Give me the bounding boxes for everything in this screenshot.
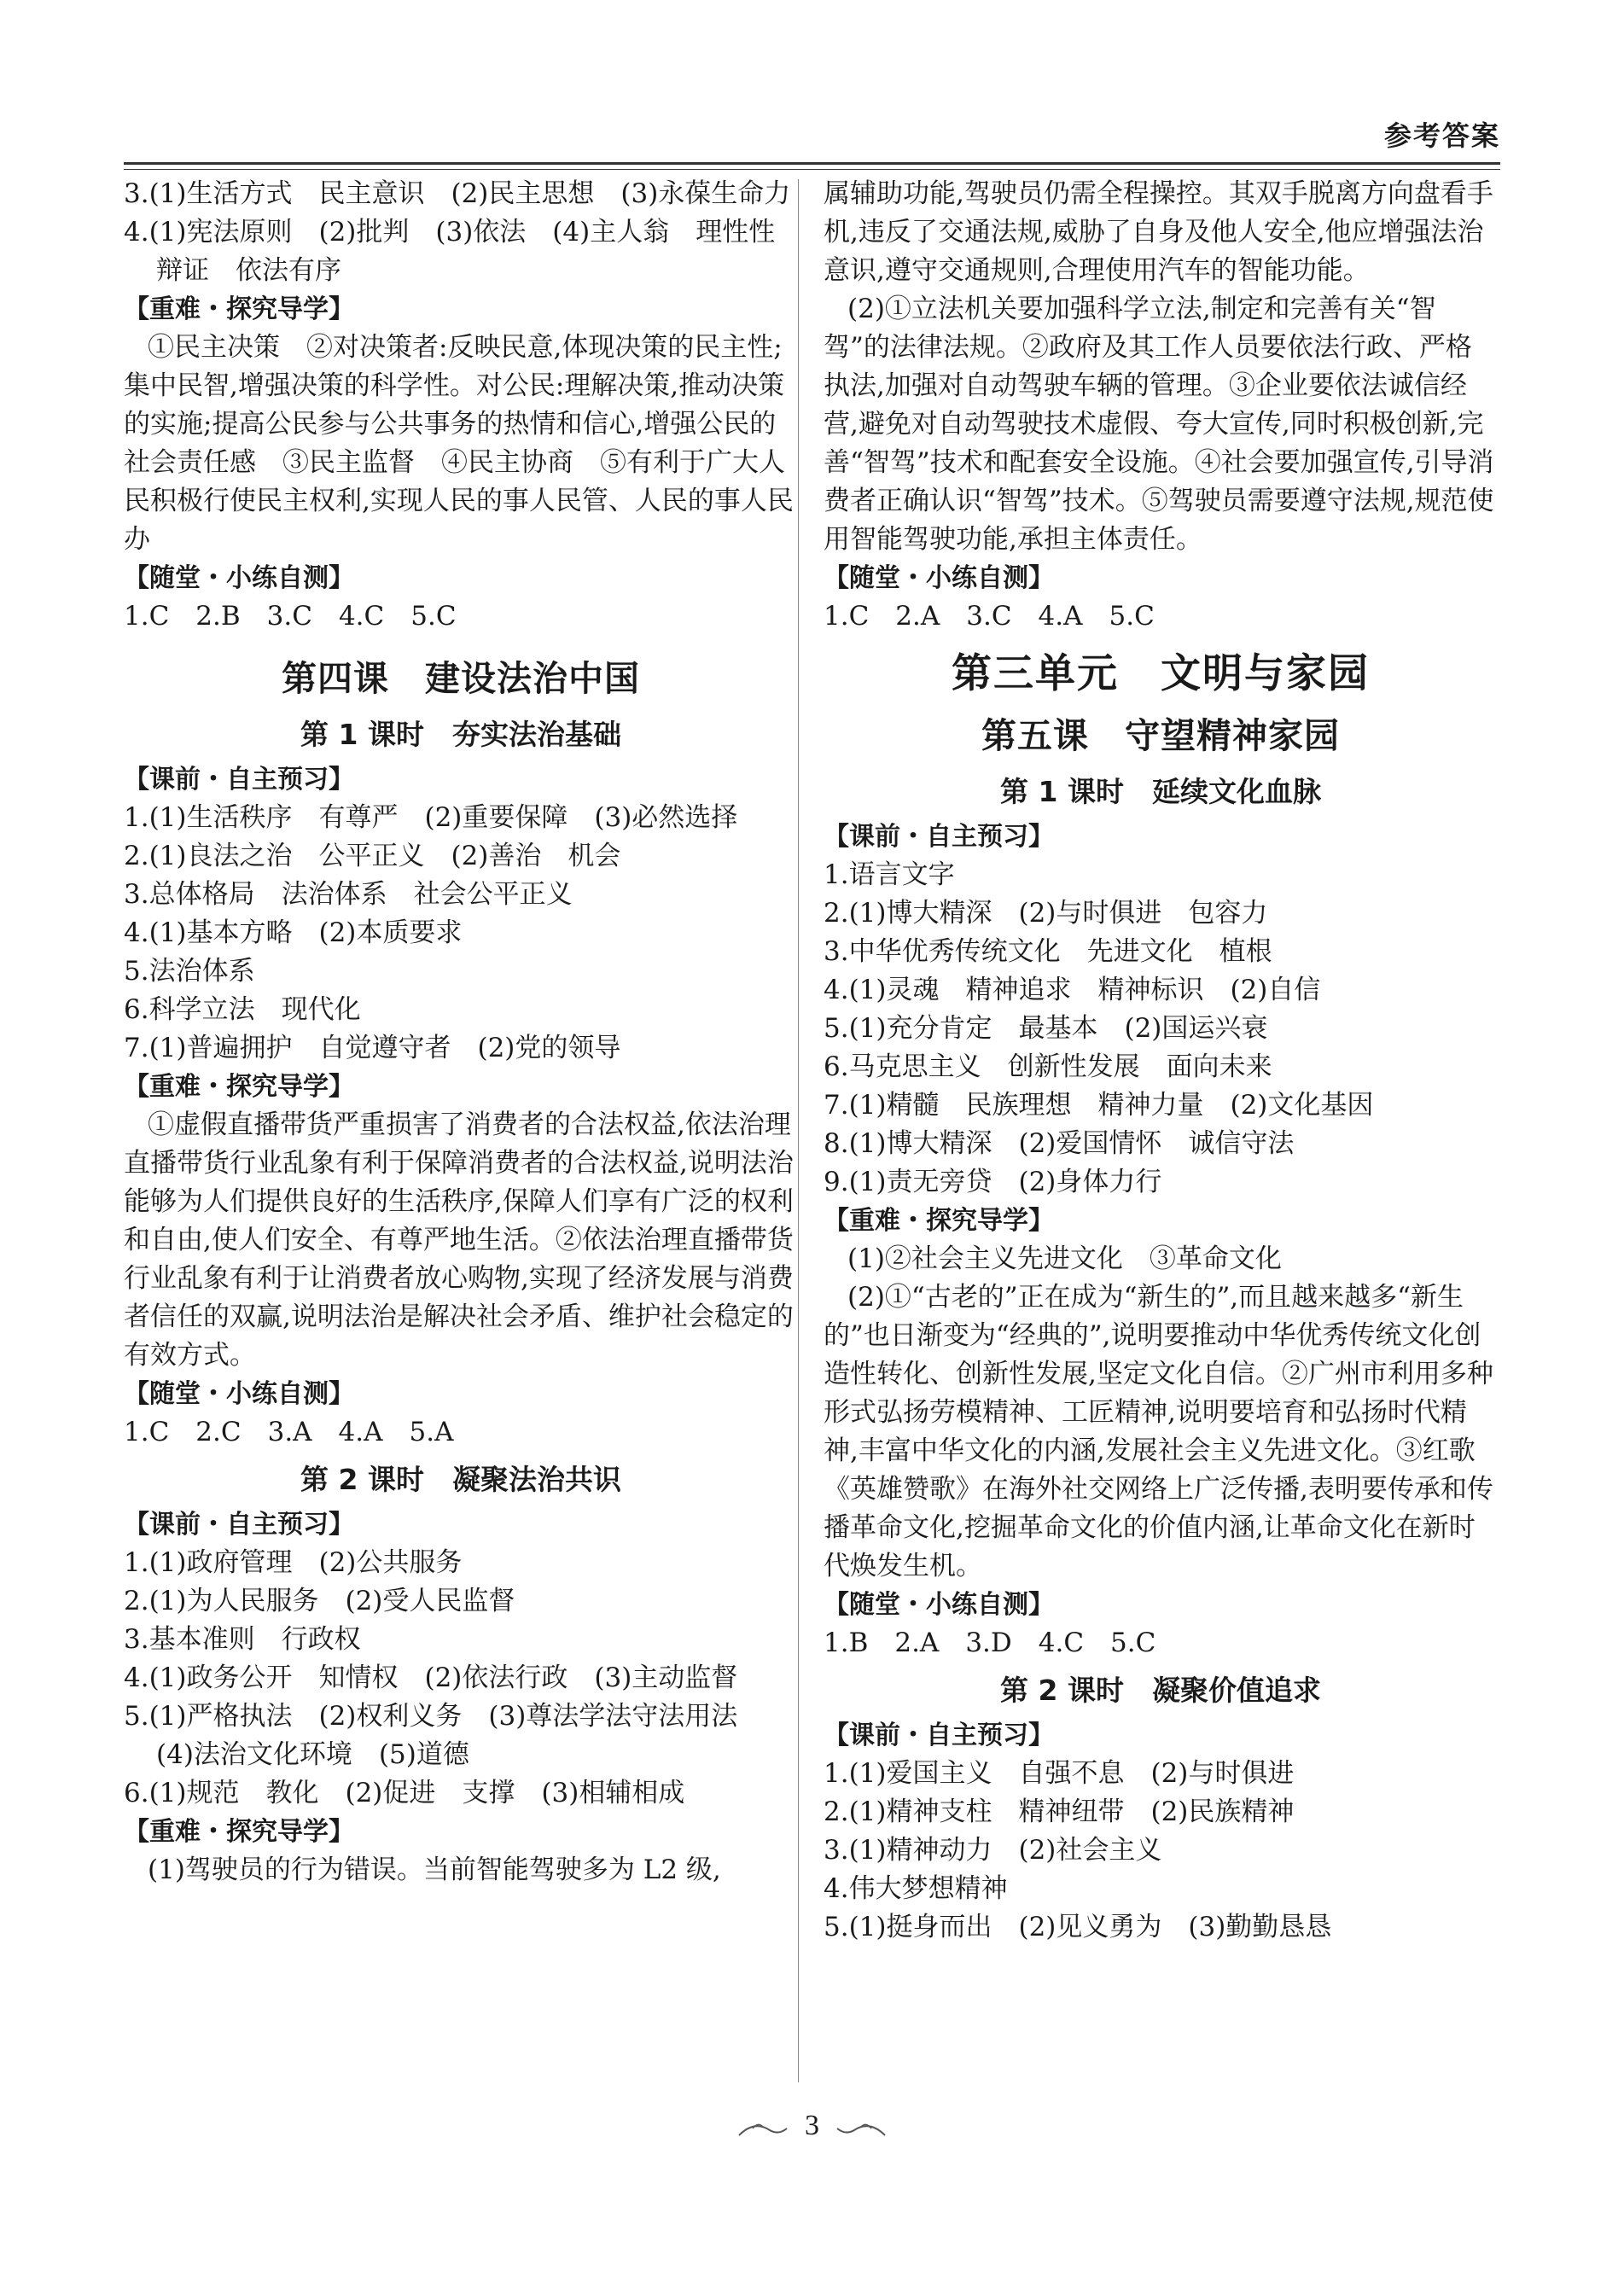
answer-item: 5.(1)严格执法 (2)权利义务 (3)尊法学法守法用法 (4)法治文化环境 (5)道德: [124, 1701, 765, 1770]
page-footer: [0, 2110, 1624, 2152]
answer-item: 1.(1)生活秩序 有尊严 (2)重要保障 (3)必然选择: [124, 802, 738, 833]
answer-item: 1.(1)政府管理 (2)公共服务: [124, 1547, 463, 1578]
explore-answer: (1)驾驶员的行为错误。当前智能驾驶多为 L2 级,: [148, 1855, 721, 1885]
section-tag-explore: 【重难・探究导学】: [124, 1072, 354, 1102]
answer-item: 2.(1)博大精深 (2)与时俱进 包容力: [824, 898, 1268, 929]
period-title: 第 1 课时 延续文化血脉: [1000, 775, 1321, 808]
unit-title: 第三单元 文明与家园: [952, 650, 1370, 697]
right-column: [824, 175, 1498, 1947]
answer-item: 5.(1)挺身而出 (2)见义勇为 (3)勤勤恳恳: [824, 1912, 1332, 1942]
section-tag-test: 【随堂・小练自测】: [124, 563, 354, 593]
column-divider: [798, 179, 799, 2082]
test-answers: 1.B 2.A 3.D 4.C 5.C: [824, 1628, 1156, 1658]
section-tag-preview: 【课前・自主预习】: [824, 1721, 1054, 1750]
lesson-title: 第四课 建设法治中国: [282, 658, 640, 699]
answer-item: 7.(1)普遍拥护 自觉遵守者 (2)党的领导: [124, 1033, 621, 1063]
section-tag-test: 【随堂・小练自测】: [824, 563, 1054, 593]
answer-item: 4.(1)灵魂 精神追求 精神标识 (2)自信: [824, 975, 1321, 1005]
answer-item: 3.(1)生活方式 民主意识 (2)民主思想 (3)永葆生命力: [124, 178, 791, 209]
answer-item: 4.(1)宪法原则 (2)批判 (3)依法 (4)主人翁 理性性 辩证 依法有序: [124, 217, 802, 286]
section-tag-test: 【随堂・小练自测】: [124, 1379, 354, 1409]
explore-answer-continued: 属辅助功能,驾驶员仍需全程操控。其双手脱离方向盘看手机,违反了交通法规,威胁了自身及他人安全,他应增强法治意识,遵守交通规则,合理使用汽车的智能功能。: [824, 178, 1493, 286]
answer-item: 3.总体格局 法治体系 社会公平正义: [124, 879, 573, 910]
answer-item: 6.(1)规范 教化 (2)促进 支撑 (3)相辅相成: [124, 1778, 685, 1808]
page-number: 3: [805, 2110, 819, 2141]
period-title: 第 2 课时 凝聚法治共识: [300, 1463, 621, 1496]
answer-item: 4.(1)基本方略 (2)本质要求: [124, 917, 463, 948]
header-title: 参考答案: [1383, 119, 1500, 152]
section-tag-explore: 【重难・探究导学】: [124, 1817, 354, 1847]
answer-item: 1.(1)爱国主义 自强不息 (2)与时俱进: [824, 1758, 1295, 1789]
answer-item: 2.(1)为人民服务 (2)受人民监督: [124, 1586, 515, 1616]
answer-item: 5.(1)充分肯定 最基本 (2)国运兴衰: [824, 1013, 1268, 1044]
answer-item: 6.马克思主义 创新性发展 面向未来: [824, 1051, 1272, 1082]
page-header: [124, 102, 1500, 165]
test-answers: 1.C 2.C 3.A 4.A 5.A: [124, 1417, 454, 1447]
section-tag-explore: 【重难・探究导学】: [824, 1206, 1054, 1236]
answer-item: 9.(1)责无旁贷 (2)身体力行: [824, 1167, 1162, 1197]
lesson-title: 第五课 守望精神家园: [981, 715, 1340, 756]
answer-item: 2.(1)精神支柱 精神纽带 (2)民族精神: [824, 1796, 1295, 1827]
explore-answer: ①民主决策 ②对决策者:反映民意,体现决策的民主性;集中民智,增强决策的科学性。对公民:理解决策,推动决策的实施;提高公民参与公共事务的热情和信心,增强公民的社会责任感 ③民主监督 ④民主协商 ⑤有利于广大人民积极行使民主权利,实现人民的事人民管、人民的事人民办: [124, 332, 794, 555]
explore-answer: (2)①“古老的”正在成为“新生的”,而且越来越多“新生的”也日渐变为“经典的”,说明要推动中华优秀传统文化创造性转化、创新性发展,坚定文化自信。②广州市利用多种形式弘扬劳模精神、工匠精神,说明要培育和弘扬时代精神,丰富中华文化的内涵,发展社会主义先进文化。③红歌《英雄赞歌》在海外社交网络上广泛传播,表明要传承和传播革命文化,挖掘革命文化的价值内涵,让革命文化在新时代焕发生机。: [824, 1282, 1493, 1581]
answer-item: 7.(1)精髓 民族理想 精神力量 (2)文化基因: [824, 1090, 1374, 1121]
leaf-ornament-icon: [835, 2118, 887, 2144]
explore-answer: (1)②社会主义先进文化 ③革命文化: [847, 1243, 1282, 1274]
answer-item: 5.法治体系: [124, 956, 255, 987]
section-tag-preview: 【课前・自主预习】: [124, 765, 354, 795]
period-title: 第 1 课时 夯实法治基础: [300, 718, 621, 751]
section-tag-explore: 【重难・探究导学】: [124, 294, 354, 324]
answer-item: 4.(1)政务公开 知情权 (2)依法行政 (3)主动监督: [124, 1662, 738, 1693]
answer-item: 2.(1)良法之治 公平正义 (2)善治 机会: [124, 841, 621, 871]
test-answers: 1.C 2.B 3.C 4.C 5.C: [124, 601, 457, 632]
section-tag-test: 【随堂・小练自测】: [824, 1590, 1054, 1620]
explore-answer: ①虚假直播带货严重损害了消费者的合法权益,依法治理直播带货行业乱象有利于保障消费者的合法权益,说明法治能够为人们提供良好的生活秩序,保障人们享有广泛的权利和自由,使人们安全、有尊严地生活。②依法治理直播带货行业乱象有利于让消费者放心购物,实现了经济发展与消费者信任的双赢,说明法治是解决社会矛盾、维护社会稳定的有效方式。: [124, 1109, 794, 1371]
answer-item: 1.语言文字: [824, 859, 955, 890]
answer-item: 3.中华优秀传统文化 先进文化 植根: [824, 936, 1272, 967]
answer-item: 6.科学立法 现代化: [124, 994, 361, 1025]
answer-item: 8.(1)博大精深 (2)爱国情怀 诚信守法: [824, 1128, 1295, 1159]
answer-item: 3.基本准则 行政权: [124, 1624, 361, 1655]
test-answers: 1.C 2.A 3.C 4.A 5.C: [824, 601, 1155, 632]
period-title: 第 2 课时 凝聚价值追求: [1000, 1674, 1321, 1707]
section-tag-preview: 【课前・自主预习】: [824, 822, 1054, 852]
left-column: [124, 175, 802, 1890]
explore-answer: (2)①立法机关要加强科学立法,制定和完善有关“智驾”的法律法规。②政府及其工作人员要依法行政、严格执法,加强对自动驾驶车辆的管理。③企业要依法诚信经营,避免对自动驾驶技术虚假、夸大宣传,同时积极创新,完善“智驾”技术和配套安全设施。④社会要加强宣传,引导消费者正确认识“智驾”技术。⑤驾驶员需要遵守法规,规范使用智能驾驶功能,承担主体责任。: [824, 294, 1494, 555]
section-tag-preview: 【课前・自主预习】: [124, 1510, 354, 1540]
leaf-ornament-icon: [737, 2118, 789, 2144]
answer-item: 3.(1)精神动力 (2)社会主义: [824, 1835, 1162, 1866]
answer-item: 4.伟大梦想精神: [824, 1873, 1008, 1904]
